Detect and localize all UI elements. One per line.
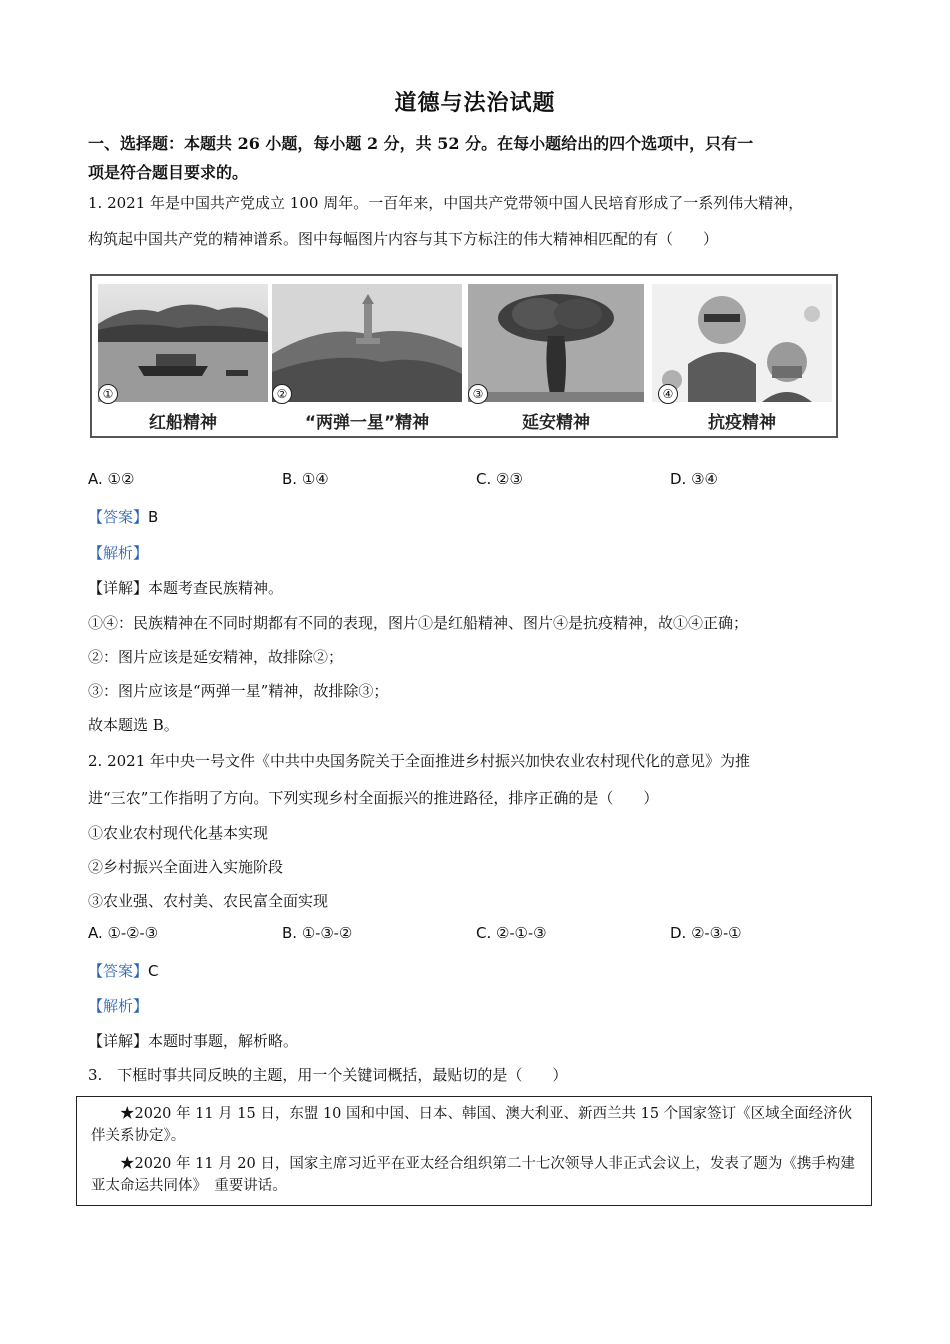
q1-conclusion: 故本题选 B。 — [88, 716, 179, 734]
image-number-2: ② — [272, 384, 292, 404]
q1-explain-line3: ③：图片应该是“两弹一星”精神，故排除③； — [88, 682, 389, 700]
section-heading-line2: 项是符合题目要求的。 — [88, 163, 249, 182]
q2-item-3: ③农业强、农村美、农民富全面实现 — [88, 892, 329, 910]
image-number-1: ① — [98, 384, 118, 404]
q1-option-c: C. ②③ — [476, 470, 523, 488]
mushroom-cloud-photo — [468, 284, 644, 402]
red-boat-photo — [98, 284, 268, 402]
image-number-3: ③ — [468, 384, 488, 404]
q3-news-item-2: ★2020 年 11 月 20 日，国家主席习近平在亚太经合组织第二十七次领导人非正式会议上，发表了题为《携手构建亚太命运共同体》 重要讲话。 — [91, 1156, 855, 1194]
q1-option-b: B. ①④ — [282, 470, 329, 488]
q3-stem: 3. 下框时事共同反映的主题，用一个关键词概括，最贴切的是（ ） — [88, 1066, 568, 1084]
q1-explain-line2: ②：图片应该是延安精神，故排除②； — [88, 648, 344, 666]
q1-stem-line1: 1. 2021 年是中国共产党成立 100 周年。一百年来，中国共产党带领中国人民培育形成了一系列伟大精神， — [88, 194, 804, 212]
image-caption-1: 红船精神 — [149, 413, 217, 433]
q1-analysis-tag: 【解析】 — [88, 544, 149, 562]
image-caption-4: 抗疫精神 — [708, 413, 776, 433]
image-number-4: ④ — [658, 384, 678, 404]
q2-option-d: D. ②-③-① — [670, 924, 742, 942]
q2-detail: 【详解】本题时事题，解析略。 — [88, 1032, 299, 1050]
image-caption-2: “两弹一星”精神 — [304, 413, 430, 433]
q2-stem-line1: 2. 2021 年中央一号文件《中共中央国务院关于全面推进乡村振兴加快农业农村现代化的意见》为推 — [88, 752, 751, 770]
q3-news-box — [76, 1096, 872, 1206]
q1-option-a: A. ①② — [88, 470, 135, 488]
q1-detail: 【详解】本题考查民族精神。 — [88, 579, 284, 597]
q2-option-b: B. ①-③-② — [282, 924, 353, 942]
q2-option-a: A. ①-②-③ — [88, 924, 159, 942]
section-heading-line1: 一、选择题：本题共 26 小题，每小题 2 分，共 52 分。在每小题给出的四个选项中，只有一 — [88, 134, 754, 153]
q1-image-strip — [90, 274, 838, 438]
q1-stem-line2: 构筑起中国共产党的精神谱系。图中每幅图片内容与其下方标注的伟大精神相匹配的有（ ） — [88, 230, 719, 248]
q2-item-2: ②乡村振兴全面进入实施阶段 — [88, 858, 284, 876]
q2-option-c: C. ②-①-③ — [476, 924, 547, 942]
image-caption-3: 延安精神 — [522, 413, 590, 433]
q1-explain-line1: ①④：民族精神在不同时期都有不同的表现，图片①是红船精神、图片④是抗疫精神，故①④正确； — [88, 614, 749, 632]
q2-answer: 【答案】C — [88, 962, 159, 980]
monument-hill-photo — [272, 284, 462, 402]
q2-item-1: ①农业农村现代化基本实现 — [88, 824, 269, 842]
q2-stem-line2: 进“三农”工作指明了方向。下列实现乡村全面振兴的推进路径，排序正确的是（ ） — [88, 789, 659, 807]
q1-answer: 【答案】B — [88, 508, 159, 526]
q3-news-item-1: ★2020 年 11 月 15 日，东盟 10 国和中国、日本、韩国、澳大利亚、新西兰共 15 个国家签订《区域全面经济伙伴关系协定》。 — [91, 1106, 853, 1144]
q1-option-d: D. ③④ — [670, 470, 719, 488]
page-title: 道德与法治试题 — [394, 90, 556, 116]
q2-analysis-tag: 【解析】 — [88, 997, 149, 1015]
pandemic-portraits-photo — [652, 284, 832, 402]
